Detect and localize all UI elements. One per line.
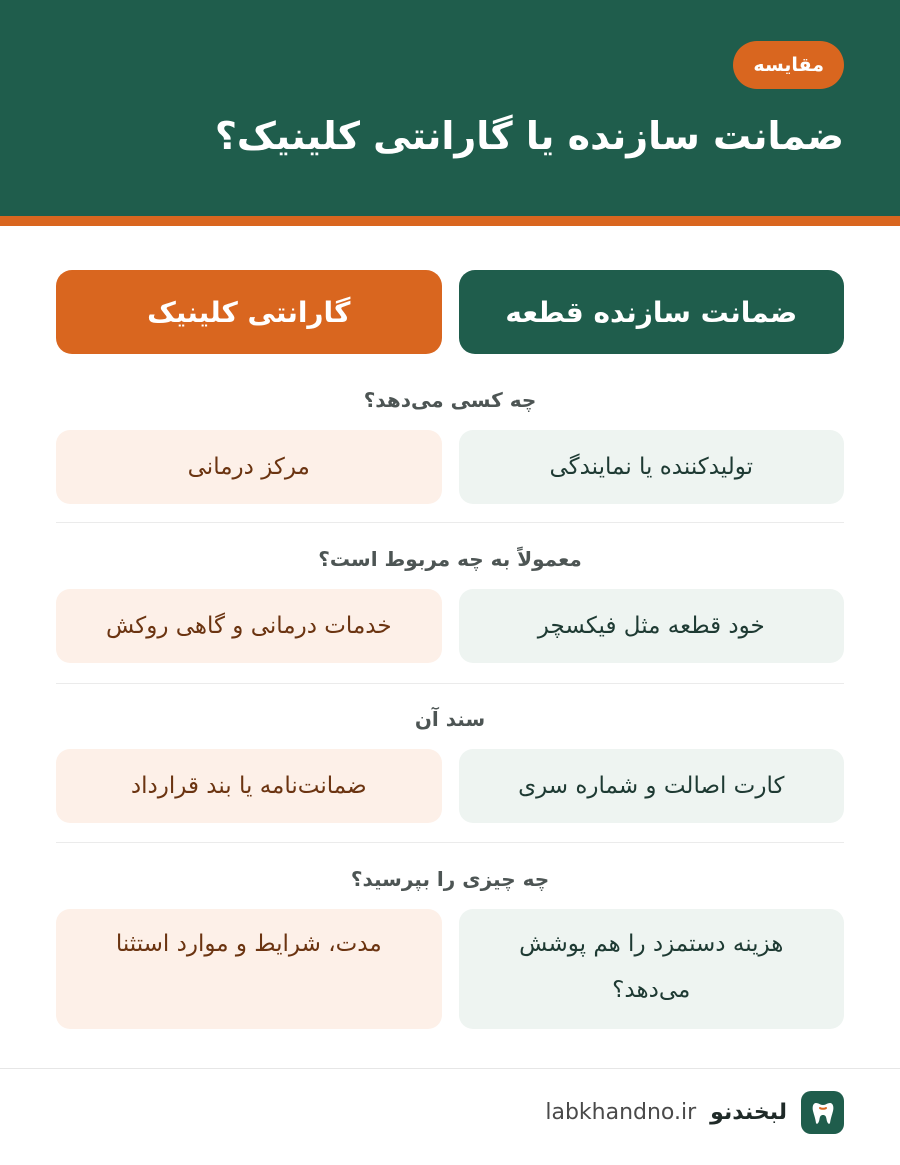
brand-name: لبخندنو	[710, 1100, 787, 1125]
column-header-clinic: گارانتی کلینیک	[56, 270, 442, 354]
comparison-row-scope	[56, 544, 844, 663]
row-question: سند آن	[414, 707, 486, 731]
comparison-row-document	[56, 704, 844, 823]
maker-cell: هزینه دستمزد را هم پوشش می‌دهد؟	[459, 909, 845, 1029]
brand-url[interactable]: labkhandno.ir	[545, 1100, 697, 1125]
column-header-maker: ضمانت سازنده قطعه	[459, 270, 845, 354]
footer	[0, 1068, 900, 1165]
comparison-row-who	[56, 385, 844, 504]
clinic-cell: ضمانت‌نامه یا بند قرارداد	[56, 749, 442, 823]
row-divider	[56, 842, 844, 843]
header	[0, 0, 900, 226]
column-headers	[56, 270, 844, 354]
row-divider	[56, 683, 844, 684]
row-question: چه کسی می‌دهد؟	[363, 388, 537, 412]
clinic-cell: مرکز درمانی	[56, 430, 442, 504]
row-divider	[56, 522, 844, 523]
row-question: معمولاً به چه مربوط است؟	[318, 547, 582, 571]
clinic-cell: مدت، شرایط و موارد استثنا	[56, 909, 442, 1029]
maker-cell: کارت اصالت و شماره سری	[459, 749, 845, 823]
brand	[545, 1091, 844, 1134]
clinic-cell: خدمات درمانی و گاهی روکش	[56, 589, 442, 663]
maker-cell: خود قطعه مثل فیکسچر	[459, 589, 845, 663]
page-title: ضمانت سازنده یا گارانتی کلینیک؟	[214, 114, 844, 158]
category-badge: مقایسه	[733, 41, 844, 89]
comparison-row-ask	[56, 864, 844, 1029]
tooth-icon	[801, 1091, 844, 1134]
maker-cell: تولیدکننده یا نمایندگی	[459, 430, 845, 504]
row-question: چه چیزی را بپرسید؟	[350, 867, 550, 891]
